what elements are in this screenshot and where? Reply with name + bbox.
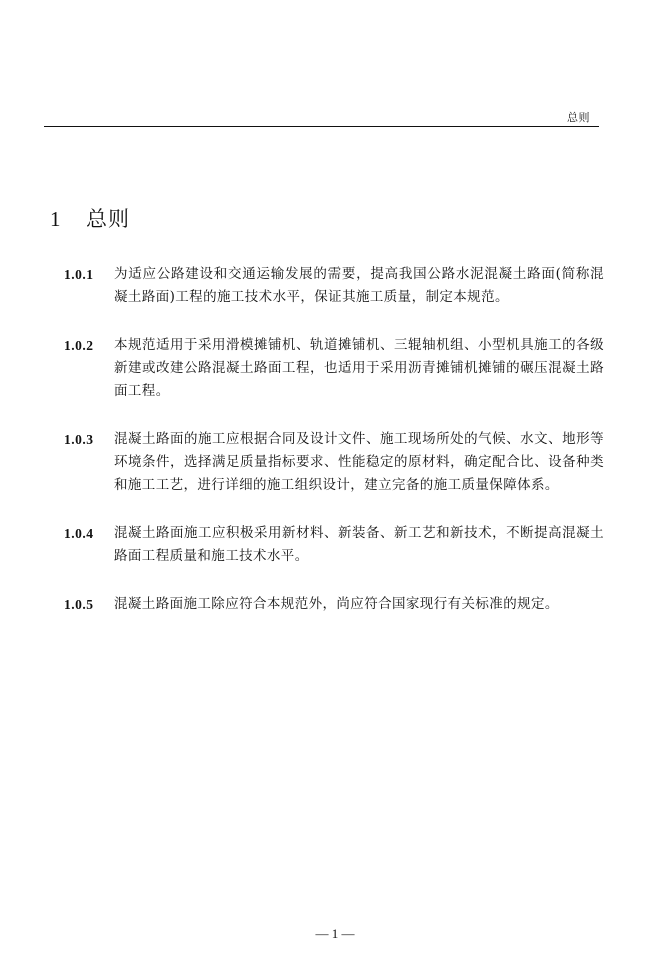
clause-text: 为适应公路建设和交通运输发展的需要，提高我国公路水泥混凝土路面(简称混凝土路面)工程的施工技术水平，保证其施工质量，制定本规范。 — [114, 266, 604, 305]
clause-1-0-4 — [64, 522, 604, 568]
clause-number: 1.0.5 — [64, 597, 94, 612]
chapter-title: 总则 — [86, 207, 130, 231]
clause-1-0-5 — [64, 593, 604, 616]
clause-number: 1.0.3 — [64, 432, 94, 447]
chapter-heading — [50, 203, 130, 233]
chapter-number: 1 — [50, 207, 61, 231]
clause-number: 1.0.4 — [64, 526, 94, 541]
page-number: — 1 — — [315, 926, 355, 941]
clause-text: 混凝土路面施工除应符合本规范外，尚应符合国家现行有关标准的规定。 — [114, 596, 559, 612]
running-header: 总则 — [567, 111, 590, 124]
clause-number: 1.0.1 — [64, 267, 94, 282]
clause-text: 混凝土路面的施工应根据合同及设计文件、施工现场所处的气候、水文、地形等环境条件，选择满足质量指标要求、性能稳定的原材料，确定配合比、设备种类和施工工艺，进行详细的施工组织设计，建立完备的施工质量保障体系。 — [114, 431, 604, 493]
clause-1-0-2 — [64, 334, 604, 403]
header-rule — [44, 126, 599, 127]
clause-1-0-1 — [64, 263, 604, 309]
clause-number: 1.0.2 — [64, 338, 94, 353]
clause-1-0-3 — [64, 428, 604, 497]
clause-text: 本规范适用于采用滑模摊铺机、轨道摊铺机、三辊轴机组、小型机具施工的各级新建或改建公路混凝土路面工程，也适用于采用沥青摊铺机摊铺的碾压混凝土路面工程。 — [114, 337, 604, 399]
clause-list — [64, 263, 604, 641]
clause-text: 混凝土路面施工应积极采用新材料、新装备、新工艺和新技术，不断提高混凝土路面工程质量和施工技术水平。 — [114, 525, 604, 564]
